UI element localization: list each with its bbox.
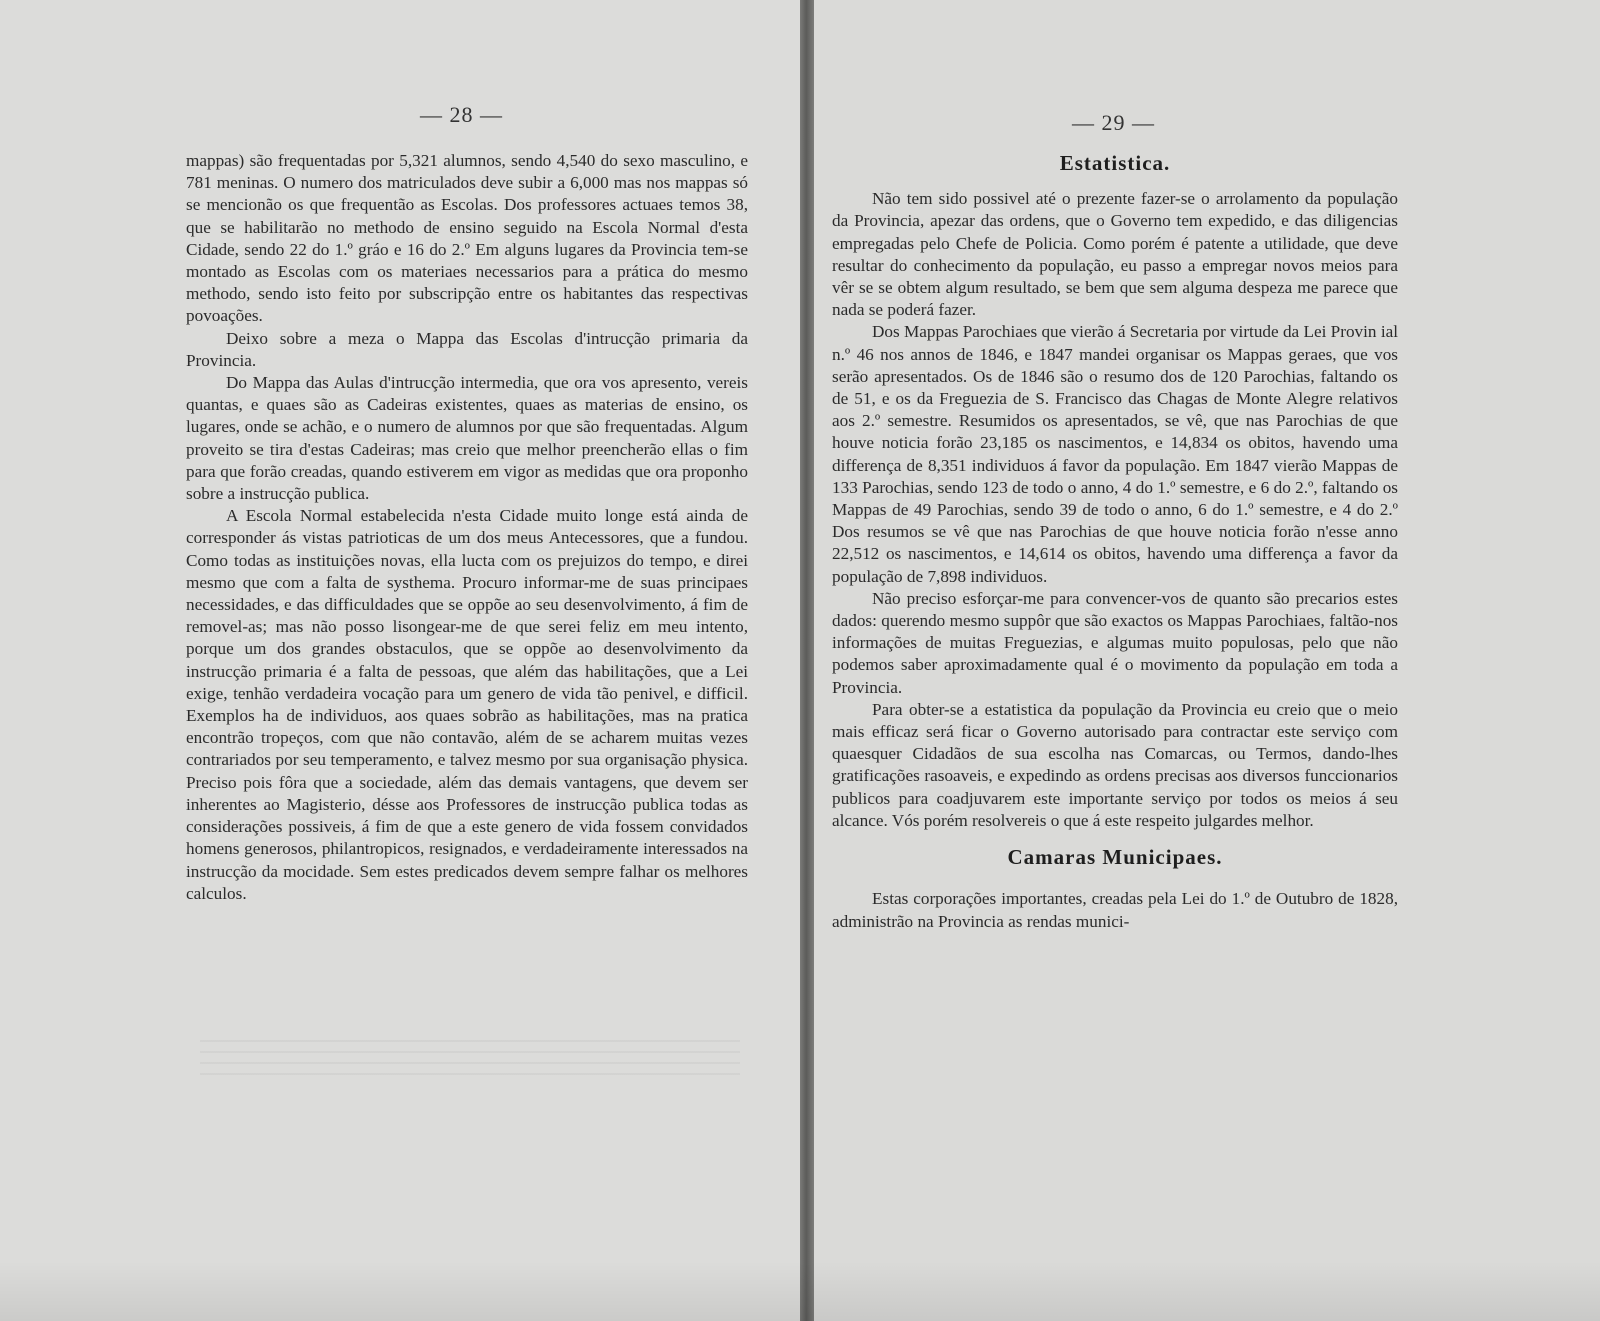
paragraph: A Escola Normal estabelecida n'esta Cidade muito longe está ainda de corresponder ás vistas patrioticas de um dos meus Antecessores, que a fundou. Como todas as instituições novas, ella lucta com os prejuizos do tempo, e direi mesmo que com a falta de systhema. Procuro informar-me de suas principaes necessidades, e das difficuldades que se oppõe ao seu desenvolvimento, á fim de removel-as; mas não posso lisongear-me de que serei feliz em meu intento, porque um dos grandes obstaculos, que se oppõe ao desenvolvimento da instrucção primaria é a falta de pessoas, que além das habilitações, que a Lei exige, tenhão verdadeira vocação para um genero de vida tão penivel, e difficil. Exemplos ha de individuos, aos quaes sobrão as habilitações, mas na pratica encontrão tropeços, com que não contavão, além de se acharem muitas vezes contrariados por seu temperamento, e talvez mesmo por sua organisação physica. Preciso pois fôra que a sociedade, além das demais vantagens, que devem ser inherentes ao Magisterio, désse aos Professores de instrucção publica todas as considerações possiveis, á fim de que a este genero de vida fossem convidados homens generosos, philantropicos, resignados, e verdadeiramente interessados na instrucção da mocidade. Sem estes predicados devem sempre falhar os melhores calculos. [186,506,748,903]
left-text-column [186,150,748,905]
section-heading-estatistica: Estatistica. [1059,151,1171,175]
paragraph: Não tem sido possivel até o prezente fazer-se o arrolamento da população da Provincia, apezar das ordens, que o Governo tem expedido, e das diligencias empregadas pelo Chefe de Policia. Como porém é patente a utilidade, que deve resultar do conhecimento da população, eu passo a empregar novos meios para vêr se se obtem algum resultado, se bem que sem alguma despeza me parece que nada se poderá fazer. [832,189,1398,320]
paragraph: Do Mappa das Aulas d'intrucção intermedia, que ora vos apresento, vereis quantas, e quaes são as Cadeiras existentes, quaes as materias de ensino, os lugares, onde se achão, e o numero de alumnos por que são frequentadas. Algum proveito se tira d'estas Cadeiras; mas creio que melhor preencherão ellas o fim para que forão creadas, quando estiverem em vigor as medidas que ora proponho sobre a instrucção publica. [186,373,748,504]
section-heading-camaras: Camaras Municipaes. [1007,845,1223,870]
bleed-through-text [200,1040,740,1080]
paragraph: Para obter-se a estatistica da população da Provincia eu creio que o meio mais efficaz será ficar o Governo autorisado para contractar este serviço com quaesquer Cidadãos de sua escolha nas Comarcas, ou Termos, dando-lhes gratificações rasoaveis, e expedindo as ordens precisas aos diversos funccionarios publicos para coadjuvarem este importante serviço por todos os meios á seu alcance. Vós porém resolvereis o que á este respeito julgardes melhor. [832,699,1398,830]
paragraph: Dos Mappas Parochiaes que vierão á Secretaria por virtude da Lei Provin ial n.º 46 nos annos de 1846, e 1847 mandei organisar os Mappas geraes, que vos serão apresentados. Os de 1846 são o resumo dos de 120 Parochias, faltando os de 51, e os da Freguezia de S. Francisco das Chagas de Monte Alegre relativos aos 2.º semestre. Resumidos os apresentados, se vê, que nas Parochias de que houve noticia forão 23,185 os nascimentos, e 14,834 os obitos, havendo uma differença de 8,351 individuos á favor da população. Em 1847 vierão Mappas de 133 Parochias, sendo 123 de todo o anno, 4 do 1.º semestre, e 6 do 2.º, faltando os Mappas de 49 Parochias, sendo 39 de todo o anno, 6 do 1.º semestre, e 4 do 2.º Dos resumos se vê que nas Parochias de que houve noticia forão n'esse anno 22,512 os nascimentos, e 14,614 os obitos, havendo uma differença a favor da população de 7,898 individuos. [832,322,1398,586]
page-number-right: — 29 — [1072,110,1155,135]
paragraph: mappas) são frequentadas por 5,321 alumnos, sendo 4,540 do sexo masculino, e 781 meninas. O numero dos matriculados deve subir a 6,000 mas nos mappas só se mencionão os que frequentão as Escolas. Dos professores actuaes temos 38, que se habilitarão no methodo de ensino seguido na Escola Normal d'esta Cidade, sendo 22 do 1.º gráo e 16 do 2.º Em alguns lugares da Provincia tem-se montado as Escolas com os materiaes necessarios para a prática do mesmo methodo, sendo isto feito por subscripção entre os habitantes das respectivas povoações. [186,151,748,326]
right-page [814,0,1600,1321]
paragraph: Não preciso esforçar-me para convencer-vos de quanto são precarios estes dados: querendo mesmo suppôr que são exactos os Mappas Parochiaes, faltão-nos informações de muitas Freguezias, e algumas muito populosas, pelo que não podemos saber aproximadamente qual é o movimento da população em toda a Provincia. [832,588,1398,697]
paragraph: Estas corporações importantes, creadas pela Lei do 1.º de Outubro de 1828, administrão na Provincia as rendas munici- [832,889,1398,931]
page-number-left: — 28 — [420,102,503,127]
right-text-column [832,152,1398,933]
paragraph: Deixo sobre a meza o Mappa das Escolas d'intrucção primaria da Provincia. [186,328,748,370]
book-gutter [800,0,814,1321]
